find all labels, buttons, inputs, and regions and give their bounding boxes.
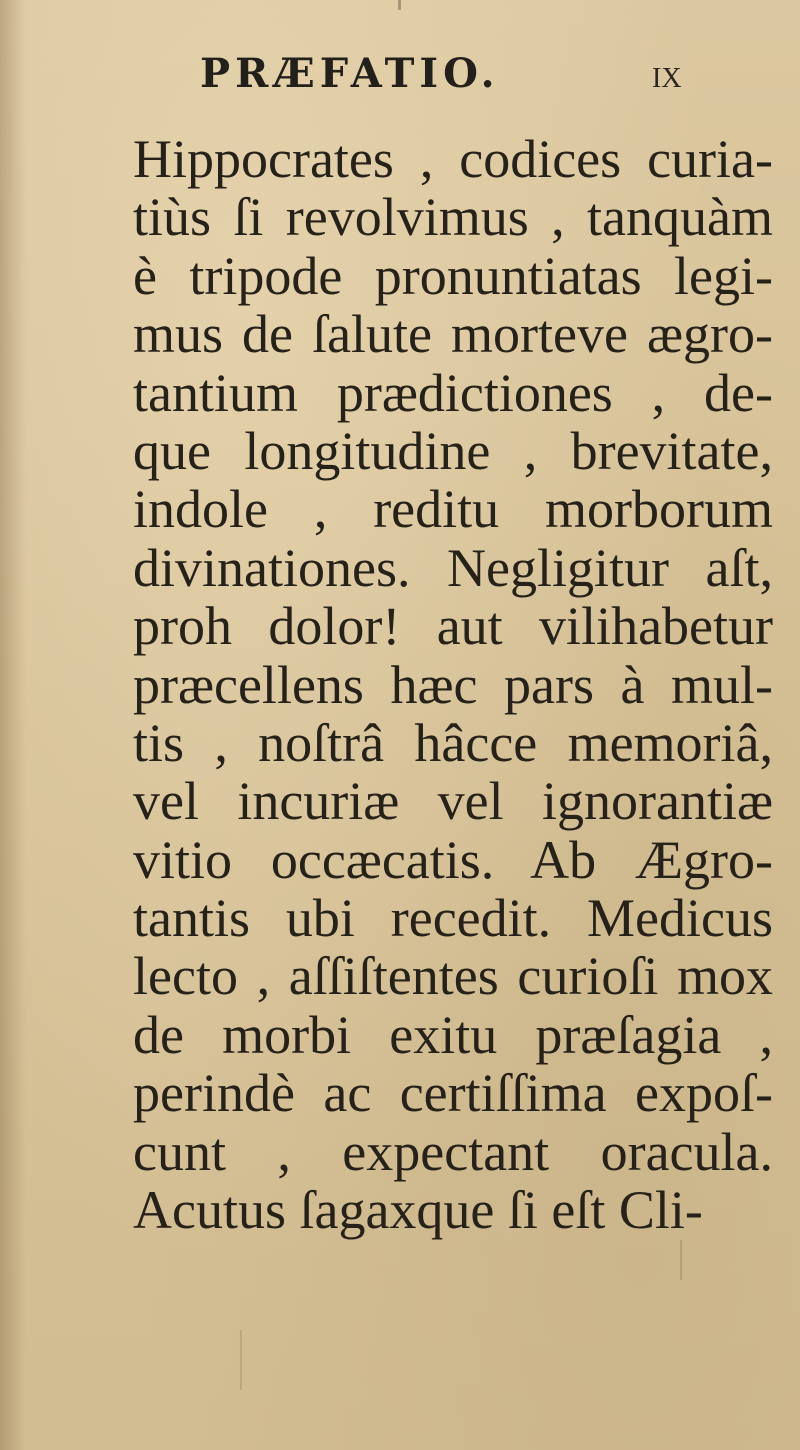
text-line: Hippocrates , codices curia- xyxy=(133,129,773,189)
text-line: proh dolor! aut vilihabetur xyxy=(133,596,773,657)
page-header xyxy=(0,50,800,100)
text-line: tiùs ſi revolvimus , tanquàm xyxy=(133,187,773,248)
text-line: lecto , aſſiſtentes curioſi mox xyxy=(133,946,773,1007)
paper-blemish xyxy=(680,1240,682,1280)
text-line: tantium prædictiones , de- xyxy=(133,362,773,423)
page-number: IX xyxy=(652,63,682,94)
text-line: de morbi exitu præſagia , xyxy=(133,1004,773,1065)
text-line: indole , reditu morborum xyxy=(133,479,773,540)
spine-shadow xyxy=(0,0,26,1450)
text-line: cunt , expectant oracula. xyxy=(133,1121,773,1182)
text-line: tantis ubi recedit. Medicus xyxy=(133,888,773,949)
paper-blemish xyxy=(398,0,401,10)
text-line: vitio occæcatis. Ab Ægro- xyxy=(133,829,773,890)
body-text xyxy=(133,130,773,1239)
text-line: mus de ſalute morteve ægro- xyxy=(133,304,773,365)
paper-blemish xyxy=(240,1330,242,1390)
text-line: perindè ac certiſſima expoſ- xyxy=(133,1063,773,1124)
text-line: Acutus ſagaxque ſi eſt Cli- xyxy=(133,1180,703,1241)
text-line: tis , noſtrâ hâcce memoriâ, xyxy=(133,712,773,773)
text-line: è tripode pronuntiatas legi- xyxy=(133,245,773,306)
text-line: vel incuriæ vel ignorantiæ xyxy=(133,771,773,832)
text-line: divinationes. Negligitur aſt, xyxy=(133,537,773,598)
text-line: que longitudine , brevitate, xyxy=(133,420,773,481)
text-line: præcellens hæc pars à mul- xyxy=(133,654,773,715)
running-title: PRÆFATIO. xyxy=(200,50,500,97)
